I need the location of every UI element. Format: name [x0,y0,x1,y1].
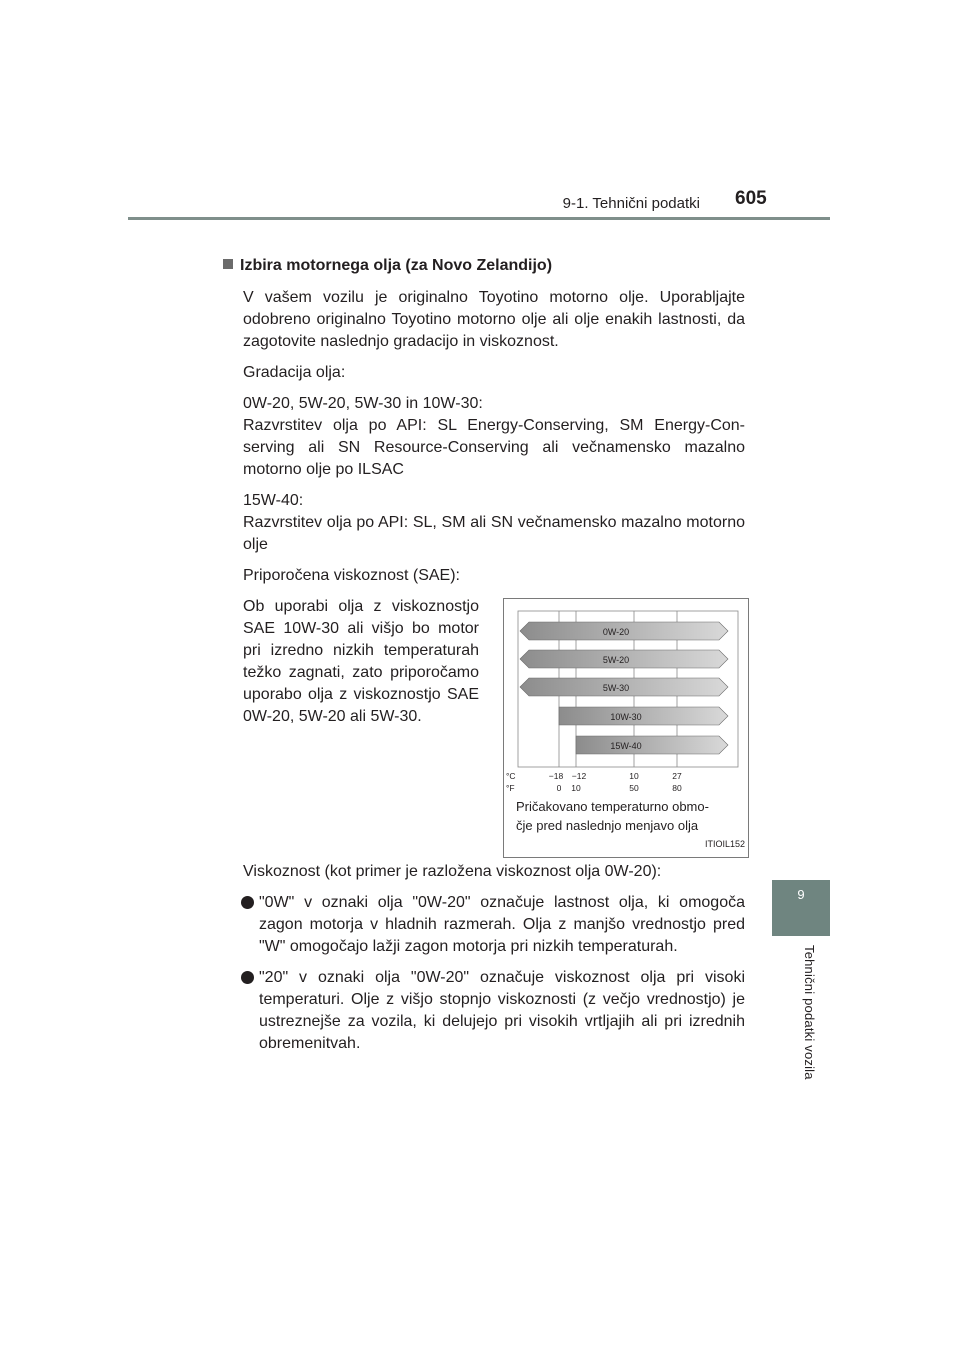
example-intro: Viskoznost (kot primer je razložena viskoznost olja 0W-20): [243,863,662,880]
bullet-dot-icon [241,896,254,909]
tick-label-c: −18 [548,771,564,781]
page-number: 605 [735,188,767,209]
tick-label-f: 50 [629,783,639,793]
chapter-number: 9 [797,887,805,902]
grade-group-2-title: 15W-40: [243,492,304,509]
intro-paragraph: V vašem vozilu je originalno Toyotino motorno olje. Uporabljajte odobreno originalno Toyotino motorno olje ali olje enakih lastnosti, da zagotovite naslednjo gradacijo in viskoznost. [243,289,745,350]
viscosity-chart [503,598,749,858]
figure-caption-line-1: Pričakovano temperaturno obmo- [516,799,709,814]
chapter-tab[interactable] [772,880,830,936]
tick-label-f: 0 [556,783,562,793]
bullet-dot-icon [241,971,254,984]
grade-group-2 [223,490,745,556]
bar-label: 5W-30 [602,683,630,693]
grade-group-1-title: 0W-20, 5W-20, 5W-30 in 10W-30: [243,395,483,412]
unit-fahrenheit-label: °F [506,783,515,793]
section-heading-text: Izbira motornega olja (za Novo Zelandijo) [240,257,553,274]
figure-code: ITIOIL152 [704,839,745,849]
section-heading [223,255,745,277]
grade-group-2-text: Razvrstitev olja po API: SL, SM ali SN večnamensko mazalno motorno olje [243,514,745,553]
square-bullet-icon [223,259,233,269]
figure-caption [516,797,709,835]
viscosity-bar [576,736,728,754]
viscosity-block [243,596,745,861]
bar-label: 15W-40 [610,741,642,751]
tick-label-c: −12 [571,771,587,781]
unit-celsius-label: °C [506,771,516,781]
bar-label: 10W-30 [610,712,642,722]
bullet-text: "20" v oznaki olja "0W-20" označuje viskoznost olja pri visoki temperaturi. Olje z višjo stopnjo viskoznosti (z večjo vrednostjo) je ustreznejše za vozila, ki delujejo pri visokih vrtljajih ali pri izrednih obremenitvah. [259,969,745,1052]
tick-label-f: 80 [672,783,682,793]
grades-label: Gradacija olja: [243,364,346,381]
bar-label: 0W-20 [602,627,630,637]
bullet-item [223,892,745,958]
main-content [223,255,745,1064]
tick-label-f: 10 [571,783,581,793]
header-rule [128,217,830,220]
header-section-title: 9-1. Tehnični podatki [562,195,700,212]
viscosity-chart-svg [504,599,748,794]
bullet-text: "0W" v oznaki olja "0W-20" označuje lastnost olja, ki omogoča zagon motorja v hladnih razmerah. Olja z manjšo vrednostjo pred "W" omogočajo lažji zagon motorja pri nizkih temperaturah. [259,894,745,955]
bar-label: 5W-20 [602,655,630,665]
tick-label-c: 27 [672,771,682,781]
grade-group-1-text: Razvrstitev olja po API: SL Energy-Conserving, SM Energy-Conserving ali SN Resource-Conserving ali večnamensko mazalno motorno olje po ILSAC [243,417,745,478]
figure-caption-line-2: čje pred naslednjo menjavo olja [516,818,699,833]
chapter-title: Tehnični podatki vozila [802,945,817,1080]
viscosity-note: Ob uporabi olja z viskoznostjo SAE 10W-30 ali višjo bo motor pri izredno nizkih temperaturah težko zagnati, zato priporočamo uporabo olja z viskoznostjo SAE 0W-20, 5W-20 ali 5W-30. [243,598,479,725]
bullet-item [223,967,745,1055]
tick-label-c: 10 [629,771,639,781]
viscosity-label: Priporočena viskoznost (SAE): [243,567,460,584]
grade-group-1 [223,393,745,481]
viscosity-bar [559,707,728,725]
